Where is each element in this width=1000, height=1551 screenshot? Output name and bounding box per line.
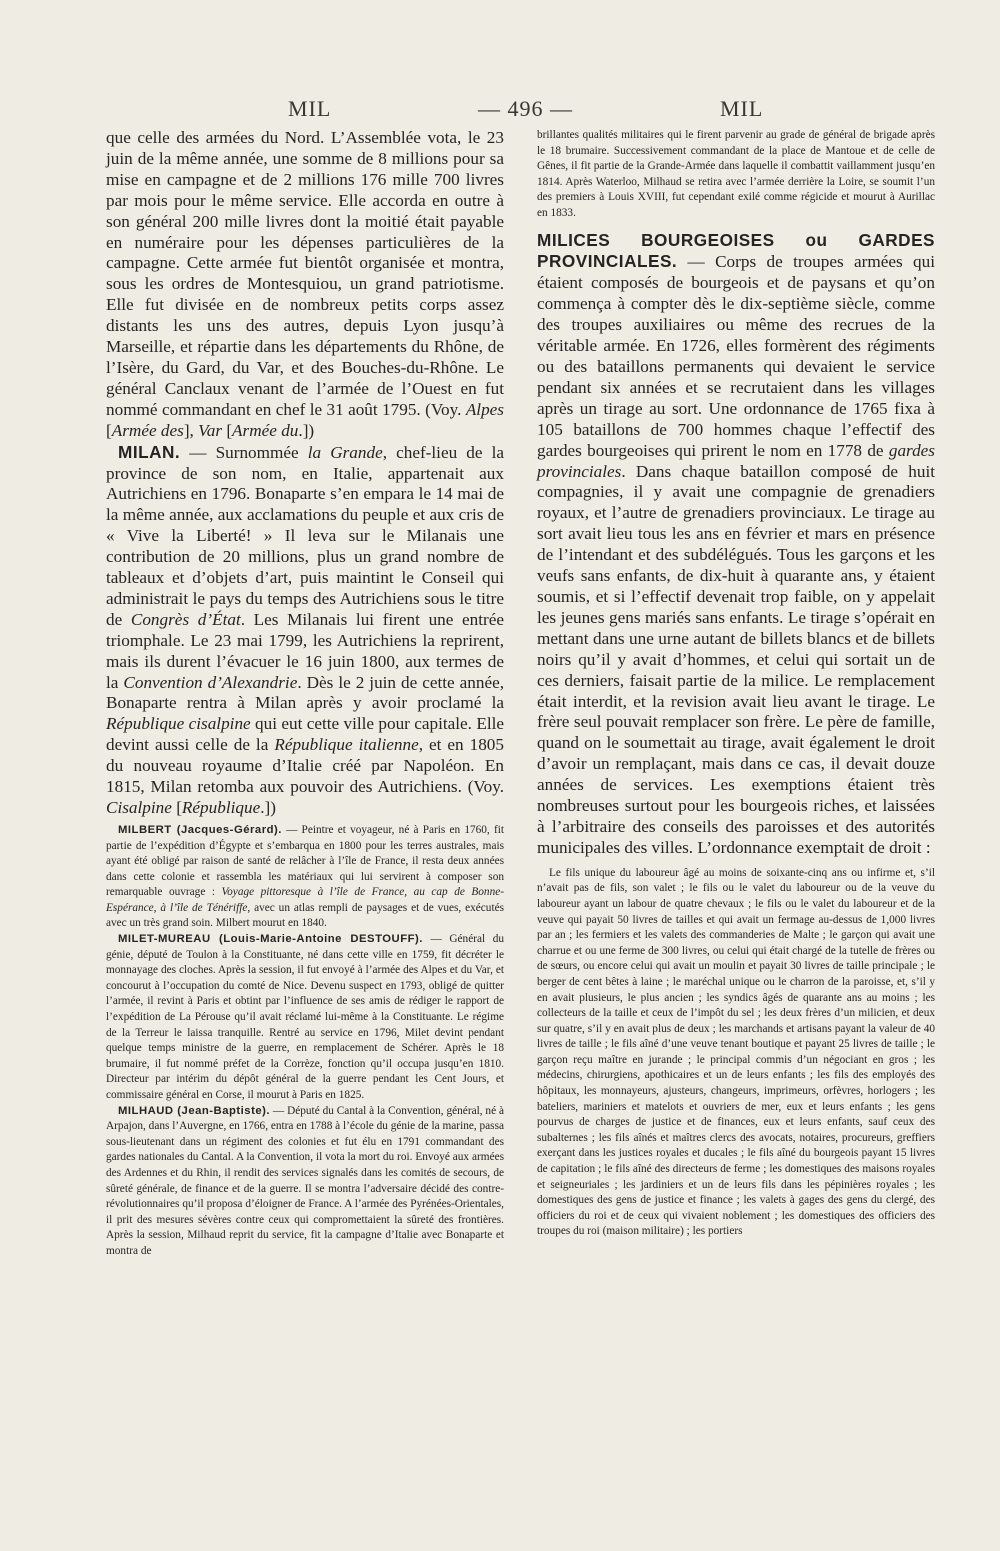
italic-run: Cisalpine bbox=[106, 798, 172, 817]
left-column bbox=[106, 128, 504, 1260]
entry-milices-bourgeoises bbox=[537, 230, 935, 859]
italic-run: Voyage pittoresque à l’île de France, au cap de Bonne-Espérance, à l’île de Ténériffe bbox=[106, 886, 504, 914]
text-run: — Surnommée bbox=[180, 442, 308, 462]
text-run: — Général du génie, député de Toulon à la Constituante, né dans cette ville en 1759, fit décréter le monnayage des cloches. Après la session, il fut envoyé à l’armée des Alpes et du Var, et concourut à l’occupation du comté de Nice. Devenu suspect en 1793, obligé de quitter l’armée, il revint à Paris et obtint par l’influence de ses amis de rédiger le rapport de l’expédition de La Pérouse qu’il avait réclamé lui-même à la Constituante. Le régime de la Terreur le laissa tranquille. Rentré au service en 1796, Milet devint pendant quelque temps ministre de la guerre, en remplacement de Schérer. Après le 18 brumaire, il fut nommé préfet de la Corrèze, fonction qu’il occupa jusqu’en 1810. Directeur par intérim du dépôt général de la guerre pendant les Cent Jours, et commissaire général en Corse, il mourut à Paris en 1825. bbox=[106, 933, 504, 1101]
italic-run: Armée du bbox=[232, 420, 299, 440]
text-run: qui eut cette ville pour capitale. Elle devint aussi celle de la bbox=[106, 714, 504, 755]
text-run: — Peintre et voyageur, né à Paris en 1760, fit partie de l’expédition d’Égypte et s’embarqua en 1800 pour les terres australes, mais ayant été obligé par raison de santé de relâcher à l’île de France, il resta deux années dans cette colonie et rassembla les matériaux qui lui servirent à composer son remarquable ouvrage : bbox=[106, 823, 504, 899]
entry-headword: MILICES BOURGEOISES ou GARDES PROVINCIALES. bbox=[537, 229, 935, 272]
entry-headword: MILAN. bbox=[118, 441, 181, 462]
text-run: , chef-lieu de la province de son nom, en Italie, appartenait aux Autrichiens en 1796. Bonaparte s’en empara le 14 mai de la même année, aux acclamations du peuple et aux cris de « Vive la Liberté! » Il leva sur le Milanais une contribution de 20 millions, plus un grand nombre de tableaux et d’objets d’art, puis maintint le Conseil qui administrait le pays du temps des Autrichiens sous le titre de bbox=[106, 442, 504, 629]
entry-headword: MILBERT (Jacques-Gérard). bbox=[118, 823, 282, 836]
italic-run: la Grande bbox=[307, 442, 383, 462]
italic-run: Congrès d’État bbox=[130, 609, 241, 629]
text-run: , et en 1805 du nouveau royaume d’Italie créé par Napoléon. En 1815, Milan retomba aux pouvoir des Autrichiens. (Voy. bbox=[106, 735, 504, 797]
exemptions-list bbox=[537, 866, 935, 1240]
italic-run: Var bbox=[198, 420, 223, 440]
page-number: — 496 — bbox=[478, 96, 573, 121]
italic-run: gardes provinciales bbox=[537, 440, 935, 481]
entry-headword: MILET-MUREAU (Louis-Marie-Antoine DESTOUFF). bbox=[118, 933, 423, 946]
entry-milhaud bbox=[106, 1104, 504, 1260]
entry-milhaud-continued bbox=[537, 128, 935, 222]
text-run: , avec un atlas rempli de paysages et de vues, exécutés avec un très grand soin. Milbert mourut en 1840. bbox=[106, 901, 504, 930]
italic-run: République cisalpine bbox=[106, 714, 251, 734]
italic-run: République italienne bbox=[274, 735, 419, 755]
italic-run: Armée des bbox=[111, 420, 184, 440]
text-run: . Dès le 2 juin de cette année, Bonaparte rentra à Milan après y avoir proclamé la bbox=[106, 672, 505, 713]
text-run: .]) bbox=[260, 798, 276, 817]
text-run: [ bbox=[106, 420, 112, 440]
text-run: — Député du Cantal à la Convention, général, né à Arpajon, dans l’Auvergne, en 1766, entra en 1788 à l’école du génie de la marine, passa sous-lieutenant dans un régiment des colonies et fut élu en 1791 commandant des gardes nationales du Cantal. A la Convention, il vota la mort du roi. Envoyé aux armées des Ardennes et du Rhin, il rendit des services signalés dans les comités de secours, de sûreté générale, de finance et de la guerre. Il se montra l’adversaire décidé des contre-révolutionnaires qu’il proposa d’éloigner de France. A l’armée des Pyrénées-Orientales, il prit des mesures sévères contre ceux qui compromettaient la sûreté des frontières. Après la session, Milhaud reprit du service, fit la campagne d’Italie avec Bonaparte et montra de bbox=[106, 1104, 504, 1257]
italic-run: Convention d’Alexandrie bbox=[123, 672, 298, 692]
text-run: que celle des armées du Nord. L’Assemblée vota, le 23 juin de la même année, une somme de 8 millions pour sa mise en campagne et de 2 millions 176 mille 700 livres par mois pour le même service. Elle accorda en outre à son général 200 mille livres dont la moitié était payable en numéraire pour les dépenses particulières de la campagne. Cette armée fut bientôt organisée et montra, sous les ordres de Montesquiou, un grand patriotisme. Elle fut divisée en de nombreux petits corps assez distants les uns des autres, depuis Lyon jusqu’à Marseille, et répartie dans les départements du Rhône, de l’Isère, du Gard, du Var, et des Bouches-du-Rhône. Le général Canclaux venant de l’armée de l’Ouest en fut nommé commandant en chef le 31 août 1795. (Voy. bbox=[106, 128, 504, 419]
right-column bbox=[537, 128, 935, 1240]
italic-run: Alpes bbox=[465, 399, 504, 419]
text-run: [ bbox=[171, 798, 182, 817]
header-right-keyword: MIL bbox=[720, 96, 764, 121]
text-run: Le fils unique du laboureur âgé au moins de soixante-cinq ans ou infirme et, s’il n’avait pas de fils, son valet ; le fils ou le valet du laboureur ou de la veuve du laboureur ayant un labour de quatre chevaux ; le fils ou le valet du laboureur et de la veuve qui payait 50 livres de tailles et qui avait un fermage au-dessus de 1,000 livres par an ; les fermiers et les valets des commanderies de Malte ; le garçon qui avait une charrue et ou une ferme de 300 livres, ou celui qui était chargé de la tutelle de frères ou de sœurs, ou encore celui qui avait un moulin et payait 30 livres de taille principale ; le berger de cent bêtes à laine ; le maréchal unique ou le charron de la paroisse, et, s’il y en avait plusieurs, le plus ancien ; les syndics âgés de quarante ans au moins ; les collecteurs de la taille et ceux de l’impôt du sel ; les deux frères d’un milicien, et deux sur quatre, s’il y en avait plus de deux ; les marchands et artisans payant la valeur de 40 livres de taille ; le fils aîné d’une veuve tenant boutique et payant 25 livres de taille ; le garçon reçu maître en jurande ; le principal commis d’un négociant en gros ; les médecins, chirurgiens, apothicaires et un de leurs enfants ; les fils des employés des hôpitaux, les monnayeurs, ajusteurs, changeurs, imprimeurs, orfèvres, horlogers ; les bateliers, mariniers et matelots et ouvriers de mer, eux et leurs enfants ; les gens pourvus de charges de justice et de finances, eux et leurs enfants, sauf ceux des subalternes ; les fils aînés et maîtres clercs des avocats, notaires, procureurs, greffiers exerçant dans les justices royales et ducales ; le fils aîné du bourgeois payant 15 livres de capitation ; le fils aîné des directeurs de ferme ; les domestiques des maisons royales et seigneuriales ; les jardiniers et un de leurs fils dans les pépinières royales ; les domestiques des gens de justice et finance ; les valets à gages des gens du clergé, des officiers du roi et de ceux qui vivaient noblement ; les domestiques des officiers des troupes du roi (maison militaire) ; les portiers bbox=[537, 866, 935, 1238]
header-left-keyword: MIL bbox=[288, 96, 332, 121]
text-run: [ bbox=[222, 420, 233, 440]
text-run: brillantes qualités militaires qui le firent parvenir au grade de général de brigade après le 18 brumaire. Successivement commandant de la place de Mantoue et de celle de Gênes, il fit partie de la Grande-Armée dans laquelle il combattit vaillamment jusqu’en 1814. Après Waterloo, Milhaud se retira avec l’armée derrière la Loire, se soumit l’un des premiers à Louis XVIII, fut cependant exilé comme régicide et mourut à Aurillac en 1833. bbox=[537, 129, 935, 219]
text-run: . Les Milanais lui firent une entrée triomphale. Le 23 mai 1799, les Autrichiens la reprirent, mais ils durent l’évacuer le 16 juin 1800, aux termes de la bbox=[106, 609, 504, 692]
text-run: ], bbox=[183, 420, 199, 440]
text-run: .]) bbox=[298, 420, 315, 440]
entry-milbert bbox=[106, 823, 504, 932]
italic-run: République bbox=[181, 798, 261, 817]
entry-armee-des-alpes-continued bbox=[106, 128, 504, 442]
entry-headword: MILHAUD (Jean-Baptiste). bbox=[118, 1104, 271, 1117]
text-run: . Dans chaque bataillon composé de huit compagnies, il y avait une compagnie de grenadiers royaux, et l’autre de grenadiers provinciaux. Le tirage au sort avait lieu tous les ans en février et mars en présence de l’intendant et des subdélégués. Tous les garçons et les veufs sans enfants, de dix-huit à quarante ans, y étaient soumis, et si l’effectif devenait trop faible, on y appelait les jeunes gens mariés sans enfants. Le tirage s’opérait en mettant dans une urne autant de billets blancs et de billets noirs qu’il y avait d’hommes, et celui qui sortait un de ces derniers, faisait partie de la milice. Le remplacement était interdit, et la revision avait lieu avant le tirage. Le frère seul pouvait remplacer son frère. Le père de famille, quand on le soumettait au tirage, avait également le droit d’avoir un remplaçant, mais dans ce cas, il devait douze années de services. Les exemptions étaient très nombreuses surtout pour les bourgeois riches, et laissées à l’arbitraire des conseils des paroisses et des autorités municipales des villes. L’ordonnance exemptait de droit : bbox=[537, 461, 935, 857]
entry-milet-mureau bbox=[106, 932, 504, 1104]
text-run: — Corps de troupes armées qui étaient composés de bourgeois et de paysans et qu’on commença à compter dès le dix-septième siècle, comme des troupes auxiliaires ou même des recrues de la véritable armée. En 1726, elles formèrent des régiments ou des bataillons permanents qui devaient le service pendant six années et se recrutaient dans les villages après un tirage au sort. Une ordonnance de 1765 fixa à 105 bataillons de 700 hommes chaque l’effectif des gardes bourgeoises qui prirent le nom en 1778 de bbox=[537, 252, 935, 460]
entry-milan bbox=[106, 442, 504, 819]
